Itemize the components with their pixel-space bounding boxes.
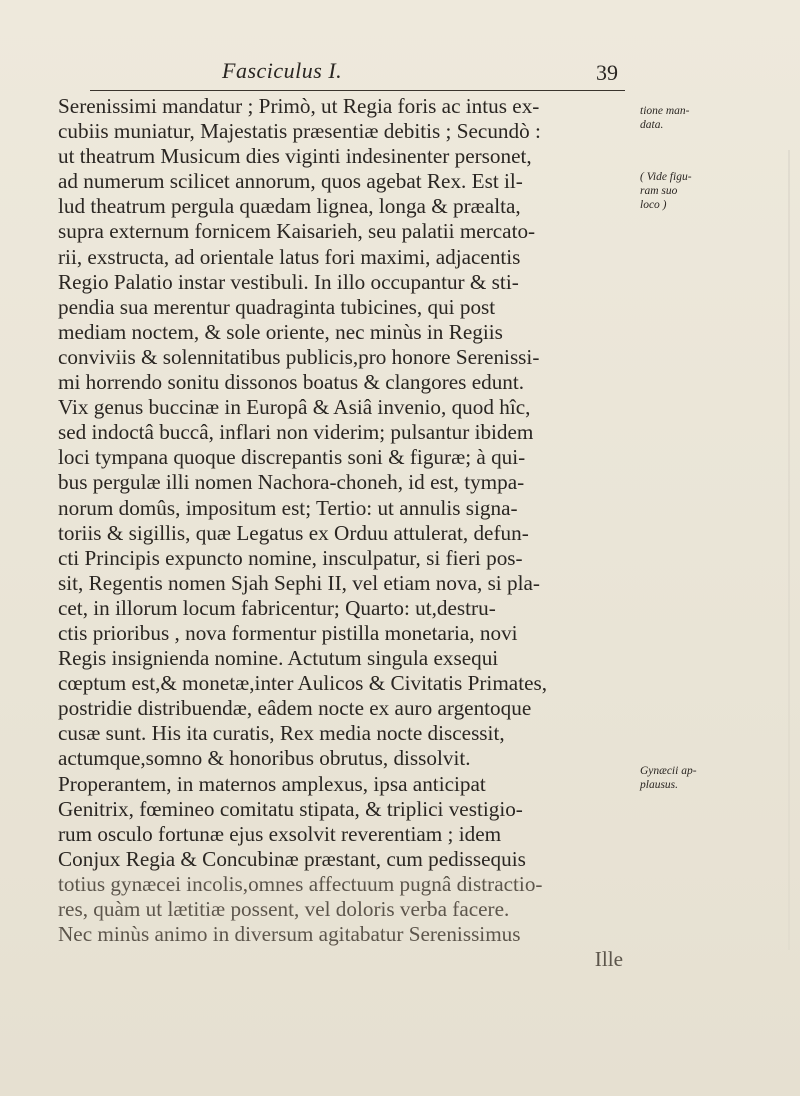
text-line: cusæ sunt. His ita curatis, Rex media nocte discessit, — [58, 721, 505, 746]
show-through-shadow — [788, 150, 790, 950]
margin-note-figure — [640, 170, 692, 212]
text-line: sed indoctâ buccâ, inflari non viderim; pulsantur ibidem — [58, 420, 534, 445]
text-line: ad numerum scilicet annorum, quos agebat Rex. Est il- — [58, 169, 523, 194]
margin-note-line: loco ) — [640, 199, 667, 211]
text-line: Vix genus buccinæ in Europâ & Asiâ invenio, quod hîc, — [58, 395, 531, 420]
text-line: mi horrendo sonitu dissonos boatus & clangores edunt. — [58, 370, 525, 395]
margin-note-line: data. — [640, 119, 664, 131]
text-line: sit, Regentis nomen Sjah Sephi II, vel etiam nova, si pla- — [58, 570, 540, 595]
text-line: Nec minùs animo in diversum agitabatur Serenissimus — [58, 922, 521, 947]
header-rule — [90, 90, 625, 91]
margin-note-line: plausus. — [640, 779, 679, 791]
text-line: mediam noctem, & sole oriente, nec minùs in Regiis — [58, 319, 503, 344]
text-line: lud theatrum pergula quædam lignea, longa & præalta, — [58, 194, 521, 219]
body-text — [58, 94, 633, 972]
text-line: postridie distribuendæ, eâdem nocte ex auro argentoque — [58, 696, 532, 721]
text-line: Ille — [594, 947, 623, 972]
text-line: norum domûs, impositum est; Tertio: ut annulis signa- — [58, 495, 518, 520]
text-line: Conjux Regia & Concubinæ præstant, cum pedissequis — [58, 846, 526, 871]
text-line: cti Principis expuncto nomine, insculpatur, si fieri pos- — [58, 545, 523, 570]
running-title: Fasciculus I. — [222, 58, 343, 83]
text-line: ctis prioribus , nova formentur pistilla monetaria, novi — [58, 620, 518, 645]
text-line: cubiis muniatur, Majestatis præsentiæ debitis ; Secundò : — [58, 119, 541, 144]
text-line: cœptum est,& monetæ,inter Aulicos & Civitatis Primates, — [58, 671, 548, 696]
margin-note-gynaecium — [640, 764, 697, 792]
text-line: Regio Palatio instar vestibuli. In illo occupantur & sti- — [58, 269, 519, 294]
text-line: rii, exstructa, ad orientale latus fori maximi, adjacentis — [58, 244, 521, 269]
text-line: toriis & sigillis, quæ Legatus ex Orduu attulerat, defun- — [58, 520, 529, 545]
page-header — [0, 58, 800, 92]
text-line: cet, in illorum locum fabricentur; Quarto: ut,destru- — [58, 595, 496, 620]
margin-note-line: ram suo — [640, 185, 678, 197]
text-line: bus pergulæ illi nomen Nachora-choneh, id est, tympa- — [58, 470, 525, 495]
text-line: totius gynæcei incolis,omnes affectuum pugnâ distractio- — [58, 871, 543, 896]
margin-note-line: tione man- — [640, 105, 690, 117]
margin-note-mandata — [640, 104, 690, 132]
text-line: ut theatrum Musicum dies viginti indesinenter personet, — [58, 144, 532, 169]
margin-note-line: Gynæcii ap- — [640, 765, 697, 777]
text-line: rum osculo fortunæ ejus exsolvit reverentiam ; idem — [58, 821, 502, 846]
text-line: conviviis & solennitatibus publicis,pro honore Serenissi- — [58, 344, 540, 369]
margin-note-line: ( Vide figu- — [640, 171, 692, 183]
text-line: loci tympana quoque discrepantis soni & figuræ; à qui- — [58, 445, 526, 470]
text-line: supra externum fornicem Kaisarieh, seu palatii mercato- — [58, 219, 536, 244]
text-line: actumque,somno & honoribus obrutus, dissolvit. — [58, 746, 471, 771]
text-line: Properantem, in maternos amplexus, ipsa anticipat — [58, 771, 486, 796]
page-number: 39 — [596, 60, 618, 85]
text-line: res, quàm ut lætitiæ possent, vel doloris verba facere. — [58, 897, 510, 921]
text-line: Serenissimi mandatur ; Primò, ut Regia foris ac intus ex- — [58, 94, 540, 118]
text-line: Regis insignienda nomine. Actutum singula exsequi — [58, 646, 499, 671]
text-line: pendia sua merentur quadraginta tubicines, qui post — [58, 294, 496, 319]
text-line: Genitrix, fœmineo comitatu stipata, & triplici vestigio- — [58, 796, 523, 821]
